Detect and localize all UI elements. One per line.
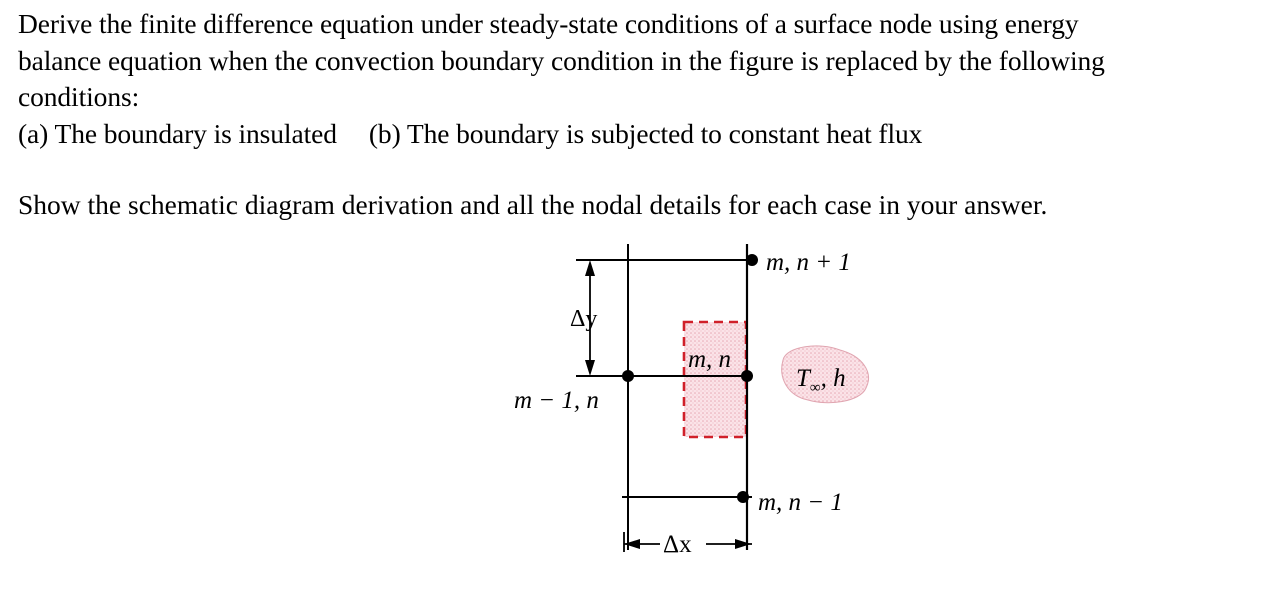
node-top-label: m, n + 1 (766, 249, 851, 276)
instruction-text: Show the schematic diagram derivation and all the nodal details for each case in your answer. (18, 189, 1048, 220)
delta-x-label: Δx (663, 531, 692, 558)
delta-y-arrow-down (585, 360, 595, 376)
node-center-label: m, n (688, 346, 732, 373)
question-text (18, 6, 1268, 152)
delta-x-arrow-left (624, 539, 640, 549)
node-left-label: m − 1, n (514, 387, 599, 414)
fluid-temperature-label: $T_\infty$, h (796, 365, 846, 396)
part-b: (b) The boundary is subjected to constant heat flux (368, 117, 923, 149)
delta-x-arrow-right (735, 539, 751, 549)
question-line-1: Derive the finite difference equation under steady-state conditions of a surface node using energy (18, 8, 1079, 39)
question-parts (18, 116, 1268, 153)
node-left (622, 370, 634, 382)
part-a: (a) The boundary is insulated (18, 117, 337, 149)
nodal-diagram (490, 232, 890, 567)
node-center (741, 370, 753, 382)
question-line-3: conditions: (18, 81, 140, 112)
delta-y-label: Δy (570, 306, 598, 332)
node-bottom (737, 491, 749, 503)
nodal-diagram-svg (490, 232, 890, 562)
question-line-2: balance equation when the convection boundary condition in the figure is replaced by the following (18, 44, 1105, 76)
delta-y-arrow-up (585, 260, 595, 276)
control-volume-shade (684, 322, 746, 437)
node-top (746, 254, 758, 266)
node-bottom-label: m, n − 1 (758, 489, 843, 516)
